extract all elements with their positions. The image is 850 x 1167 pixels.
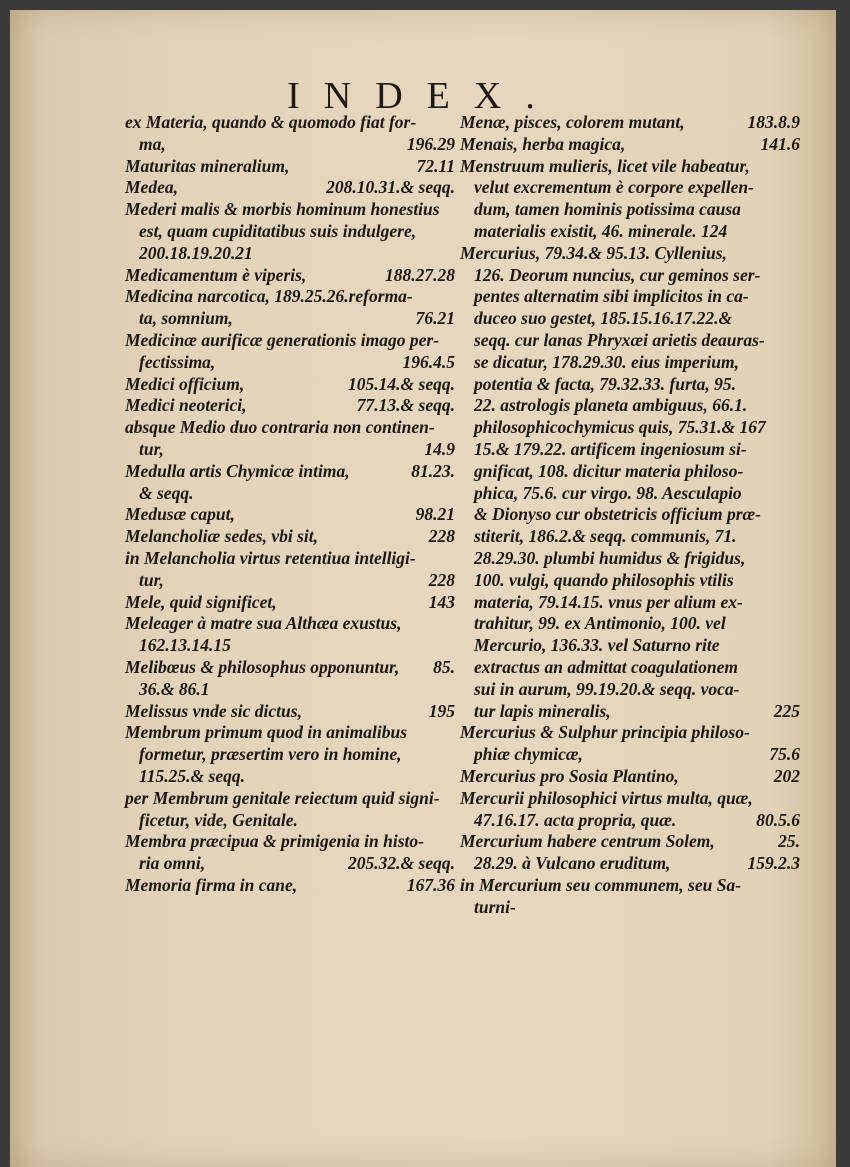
index-entry-line: Mederi malis & morbis hominum honestius: [125, 199, 440, 220]
index-entry-line: Menstruum mulieris, licet vile habeatur,: [460, 155, 750, 176]
index-entry-line: Medulla artis Chymicæ intima, 81.23.: [125, 460, 455, 481]
index-entry-line: ria omni, 205.32.& seqq.: [139, 853, 455, 874]
index-entry-line: potentia & facta, 79.32.33. furta, 95.: [474, 373, 737, 394]
index-entry: [125, 112, 455, 156]
index-entry-line: Mercurium habere centrum Solem, 25.: [460, 831, 800, 852]
index-entry-line: in Mercurium seu communem, seu Sa-: [460, 874, 742, 895]
index-entry-line: Menais, herba magica, 141.6: [460, 133, 800, 154]
index-entry-line: Meleager à matre sua Althæa exustus,: [125, 613, 402, 634]
index-entry: [125, 199, 455, 264]
index-entry-line: 162.13.14.15: [139, 635, 231, 656]
index-entry-line: turni-: [474, 896, 516, 917]
index-entry-line: materialis existit, 46. minerale. 124: [474, 220, 728, 241]
left-column: [125, 112, 455, 897]
index-entry-line: materia, 79.14.15. vnus per alium ex-: [474, 591, 743, 612]
book-page: [10, 10, 836, 1167]
index-entry: [125, 701, 455, 723]
index-entry-line: est, quam cupiditatibus suis indulgere,: [139, 220, 417, 241]
index-entry: [125, 722, 455, 787]
index-entry: [125, 831, 455, 875]
index-entry: [460, 134, 800, 156]
index-entry-line: 126. Deorum nuncius, cur geminos ser-: [474, 264, 761, 285]
index-entry: [125, 177, 455, 199]
index-entry-line: ficetur, vide, Genitale.: [139, 809, 298, 830]
index-entry-line: trahitur, 99. ex Antimonio, 100. vel: [474, 613, 726, 634]
index-entry-line: Melissus vnde sic dictus, 195: [125, 700, 455, 721]
index-entry-line: 28.29.30. plumbi humidus & frigidus,: [474, 547, 746, 568]
index-entry: [125, 592, 455, 614]
index-entry: [125, 657, 455, 701]
index-entry-line: 36.& 86.1: [139, 678, 210, 699]
index-entry-line: Melibœus & philosophus opponuntur, 85.: [125, 656, 455, 677]
index-entry-line: absque Medio duo contraria non continen-: [125, 417, 435, 438]
index-entry-line: 200.18.19.20.21: [139, 242, 253, 263]
index-entry-line: tur, 228: [139, 569, 455, 590]
index-entry: [125, 395, 455, 417]
index-entry: [125, 788, 455, 832]
index-entry-line: in Melancholia virtus retentiua intelligi-: [125, 547, 416, 568]
index-entry-line: Mercurius pro Sosia Plantino, 202: [460, 765, 800, 786]
index-entry-line: formetur, præsertim vero in homine,: [139, 744, 402, 765]
index-entry: [460, 112, 800, 134]
index-entry-line: stiterit, 186.2.& seqq. communis, 71.: [474, 526, 737, 547]
index-entry: [125, 330, 455, 374]
index-entry: [460, 243, 800, 723]
index-entry-line: sui in aurum, 99.19.20.& seqq. voca-: [474, 678, 740, 699]
index-entry: [460, 766, 800, 788]
index-entry-line: Medicamentum è viperis, 188.27.28: [125, 264, 455, 285]
index-entry-line: per Membrum genitale reiectum quid signi-: [125, 787, 440, 808]
index-entry-line: Menæ, pisces, colorem mutant, 183.8.9: [460, 112, 800, 132]
index-entry-line: ex Materia, quando & quomodo fiat for-: [125, 112, 417, 132]
index-entry: [125, 265, 455, 287]
index-entry-line: fectissima, 196.4.5: [139, 351, 455, 372]
index-entry-line: phiæ chymicæ, 75.6: [474, 744, 800, 765]
index-entry-line: 47.16.17. acta propria, quæ. 80.5.6: [474, 809, 800, 830]
index-entry-line: Medicinæ aurificæ generationis imago per-: [125, 329, 440, 350]
index-entry: [125, 613, 455, 657]
index-entry-line: tur, 14.9: [139, 438, 455, 459]
index-entry-line: Mercurius, 79.34.& 95.13. Cyllenius,: [460, 242, 727, 263]
index-entry-line: Mercurio, 136.33. vel Saturno rite: [474, 635, 720, 656]
index-entry-line: 28.29. à Vulcano eruditum, 159.2.3: [474, 853, 800, 874]
index-entry-line: Mercurius & Sulphur principia philoso-: [460, 722, 750, 743]
index-entry-line: ta, somnium, 76.21: [139, 308, 455, 329]
index-entry-line: Memoria firma in cane, 167.36: [125, 874, 455, 895]
index-entry-line: Mercurii philosophici virtus multa, quæ,: [460, 787, 753, 808]
index-entry-line: & seqq.: [139, 482, 194, 503]
index-entry: [125, 504, 455, 526]
index-entry-line: phica, 75.6. cur virgo. 98. Aesculapio: [474, 482, 742, 503]
right-column: [460, 112, 800, 918]
index-entry-line: ma, 196.29: [139, 133, 455, 154]
index-entry-line: Medea, 208.10.31.& seqq.: [125, 177, 455, 198]
index-entry: [125, 417, 455, 461]
index-entry-line: Melancholiæ sedes, vbi sit, 228: [125, 526, 455, 547]
page-title: INDEX.: [287, 75, 559, 117]
index-entry-line: gnificat, 108. dicitur materia philoso-: [474, 460, 744, 481]
index-entry-line: extractus an admittat coagulationem: [474, 656, 738, 677]
index-entry: [125, 286, 455, 330]
index-entry-line: Medicina narcotica, 189.25.26.reforma-: [125, 286, 413, 307]
index-entry-line: velut excrementum è corpore expellen-: [474, 177, 754, 198]
index-entry: [125, 875, 455, 897]
index-entry: [460, 788, 800, 832]
index-entry: [460, 722, 800, 766]
index-entry-line: Medici neoterici, 77.13.& seqq.: [125, 395, 455, 416]
index-entry: [125, 548, 455, 592]
index-entry-line: Medici officium, 105.14.& seqq.: [125, 373, 455, 394]
index-entry-line: Membra præcipua & primigenia in histo-: [125, 831, 424, 852]
index-entry-line: & Dionyso cur obstetricis officium præ-: [474, 504, 761, 525]
index-entry: [125, 374, 455, 396]
index-entry-line: 115.25.& seqq.: [139, 765, 245, 786]
index-entry: [125, 526, 455, 548]
index-entry-line: Mele, quid significet, 143: [125, 591, 455, 612]
index-entry-line: 15.& 179.22. artificem ingeniosum si-: [474, 438, 747, 459]
index-entry-line: 22. astrologis planeta ambiguus, 66.1.: [474, 395, 748, 416]
index-entry-line: pentes alternatim sibi implicitos in ca-: [474, 286, 749, 307]
index-entry: [125, 461, 455, 505]
index-entry-line: dum, tamen hominis potissima causa: [474, 199, 741, 220]
index-entry: [460, 875, 800, 919]
index-entry-line: Medusæ caput, 98.21: [125, 504, 455, 525]
index-entry-line: philosophicochymicus quis, 75.31.& 167: [474, 417, 766, 438]
index-entry: [460, 156, 800, 243]
index-entry-line: duceo suo gestet, 185.15.16.17.22.&: [474, 308, 733, 329]
index-entry: [125, 156, 455, 178]
index-entry: [460, 831, 800, 875]
index-entry-line: Membrum primum quod in animalibus: [125, 722, 408, 743]
index-entry-line: tur lapis mineralis, 225: [474, 700, 800, 721]
index-entry-line: seqq. cur lanas Phryxæi arietis deauras-: [474, 329, 765, 350]
index-entry-line: 100. vulgi, quando philosophis vtilis: [474, 569, 734, 590]
index-entry-line: Maturitas mineralium, 72.11: [125, 155, 455, 176]
index-entry-line: se dicatur, 178.29.30. eius imperium,: [474, 351, 739, 372]
